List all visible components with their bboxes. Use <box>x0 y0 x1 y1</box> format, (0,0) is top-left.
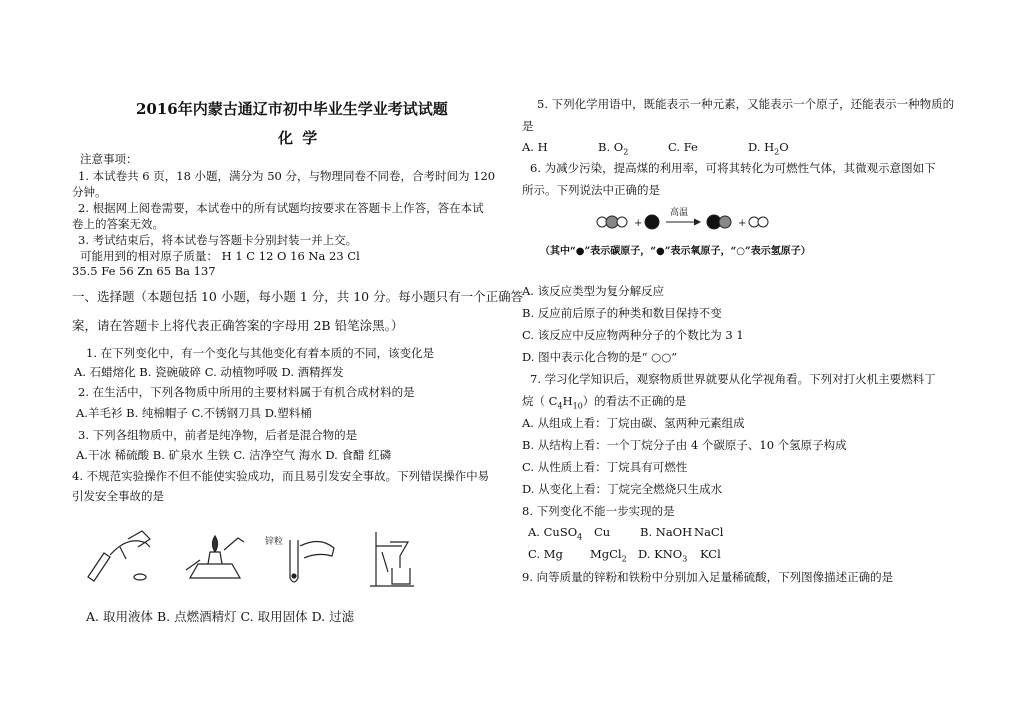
solid-adding-figure <box>280 532 340 588</box>
question-6-option: A. 该反应类型为复分解反应 <box>522 284 665 298</box>
question-3: 3. 下列各组物质中，前者是纯净物，后者是混合物的是 <box>78 428 358 442</box>
alcohol-lamp-figure <box>180 530 250 585</box>
question-4: 4. 不规范实验操作不但不能使实验成功，而且易引发安全事故。下列错误操作中易 <box>72 469 490 483</box>
question-6: 所示。下列说法中正确的是 <box>522 183 660 197</box>
reaction-condition: 高温 <box>670 208 689 218</box>
question-6: 6. 为减少污染，提高煤的利用率，可将其转化为可燃性气体，其微观示意图如下 <box>530 161 936 175</box>
reaction-legend: （其中“●”表示碳原子，“●”表示氧原子，“○”表示氢原子） <box>540 246 811 257</box>
section-heading: 一、选择题（本题包括 10 小题，每小题 1 分，共 10 分。每小题只有一个正确答 <box>72 289 524 304</box>
question-8-option-b: B. NaOH <box>640 525 693 539</box>
exam-title: 2016年内蒙古通辽市初中毕业生学业考试试题 <box>136 100 448 118</box>
question-5-option-a: A. H <box>522 140 548 154</box>
question-3-options: A.干冰 稀硫酸 B. 矿泉水 生铁 C. 洁净空气 海水 D. 食醋 红磷 <box>76 448 392 462</box>
question-1: 1. 在下列变化中，有一个变化与其他变化有着本质的不同，该变化是 <box>86 346 435 360</box>
notice-heading: 注意事项： <box>80 152 138 166</box>
question-8: 8. 下列变化不能一步实现的是 <box>522 504 675 518</box>
section-heading: 案，请在答题卡上将代表正确答案的字母用 2B 铅笔涂黑。） <box>72 318 404 333</box>
question-7-option: A. 从组成上看：丁烷由碳、氢两种元素组成 <box>522 416 745 430</box>
notice-line: 1. 本试卷共 6 页，18 小题，满分为 50 分，与物理同卷不同卷，合考时间为 120 <box>78 169 496 183</box>
question-9: 9. 向等质量的锌粉和铁粉中分别加入足量稀硫酸，下列图像描述正确的是 <box>522 570 894 584</box>
notice-line: 卷上的答案无效。 <box>72 217 164 231</box>
notice-line: 3. 考试结束后，将本试卷与答题卡分别封装一并上交。 <box>78 233 358 247</box>
filtration-figure <box>362 528 422 588</box>
question-7-option: C. 从性质上看：丁烷具有可燃性 <box>522 460 688 474</box>
notice-line: 2. 根据网上阅卷需要，本试卷中的所有试题均按要求在答题卡上作答，答在本试 <box>78 201 484 215</box>
subject-title: 化 学 <box>278 129 320 147</box>
question-5: 5. 下列化学用语中，既能表示一种元素，又能表示一个原子，还能表示一种物质的 <box>537 97 955 111</box>
question-5: 是 <box>522 119 534 133</box>
question-2-options: A.羊毛衫 B. 纯棉帽子 C.不锈钢刀具 D.塑料桶 <box>76 406 312 420</box>
question-6-option: B. 反应前后原子的种类和数目保持不变 <box>522 306 722 320</box>
question-4: 引发安全事故的是 <box>72 489 164 503</box>
question-7: 7. 学习化学知识后，观察物质世界就要从化学视角看。下列对打火机主要燃料丁 <box>530 372 936 386</box>
notice-line: 分钟。 <box>72 185 107 199</box>
question-5-option-b: B. $O_2$ <box>598 140 629 157</box>
question-8-option-d-product: KCl <box>700 547 721 561</box>
zinc-label: 锌粒 <box>265 537 284 547</box>
question-6-option: D. 图中表示化合物的是“ ○○” <box>522 350 678 364</box>
question-1-options: A. 石蜡熔化 B. 瓷碗破碎 C. 动植物呼吸 D. 酒精挥发 <box>74 365 344 379</box>
question-8-option-a-product: Cu <box>594 525 611 539</box>
question-8-option-c-product: MgCl$_2$ <box>590 547 627 564</box>
reaction-diagram <box>590 204 790 240</box>
question-8-option-d: D. $KNO_3$ <box>638 547 688 564</box>
question-8-option-c: C. Mg <box>528 547 563 561</box>
question-6-option: C. 该反应中反应物两种分子的个数比为 3 1 <box>522 328 744 342</box>
question-5-option-c: C. Fe <box>668 140 698 154</box>
atomic-mass-line: 35.5 Fe 56 Zn 65 Ba 137 <box>72 264 216 278</box>
question-2: 2. 在生活中，下列各物质中所用的主要材料属于有机合成材料的是 <box>78 385 415 399</box>
question-8-option-b-product: NaCl <box>694 525 724 539</box>
question-4-options: A. 取用液体 B. 点燃酒精灯 C. 取用固体 D. 过滤 <box>86 609 355 624</box>
question-7-option: B. 从结构上看：一个丁烷分子由 4 个碳原子、10 个氢原子构成 <box>522 438 847 452</box>
liquid-pouring-figure <box>80 525 160 585</box>
question-5-option-d: D. $H_2O$ <box>748 140 789 157</box>
svg-text:+: + <box>738 218 747 229</box>
svg-text:+: + <box>634 218 643 229</box>
question-8-option-a: A. CuSO$_4$ <box>528 525 583 542</box>
question-7: 烷（ $C_4H_{10}$）的看法不正确的是 <box>522 394 687 411</box>
atomic-mass-line: 可能用到的相对原子质量： H 1 C 12 O 16 Na 23 Cl <box>80 249 360 263</box>
question-7-option: D. 从变化上看：丁烷完全燃烧只生成水 <box>522 482 723 496</box>
